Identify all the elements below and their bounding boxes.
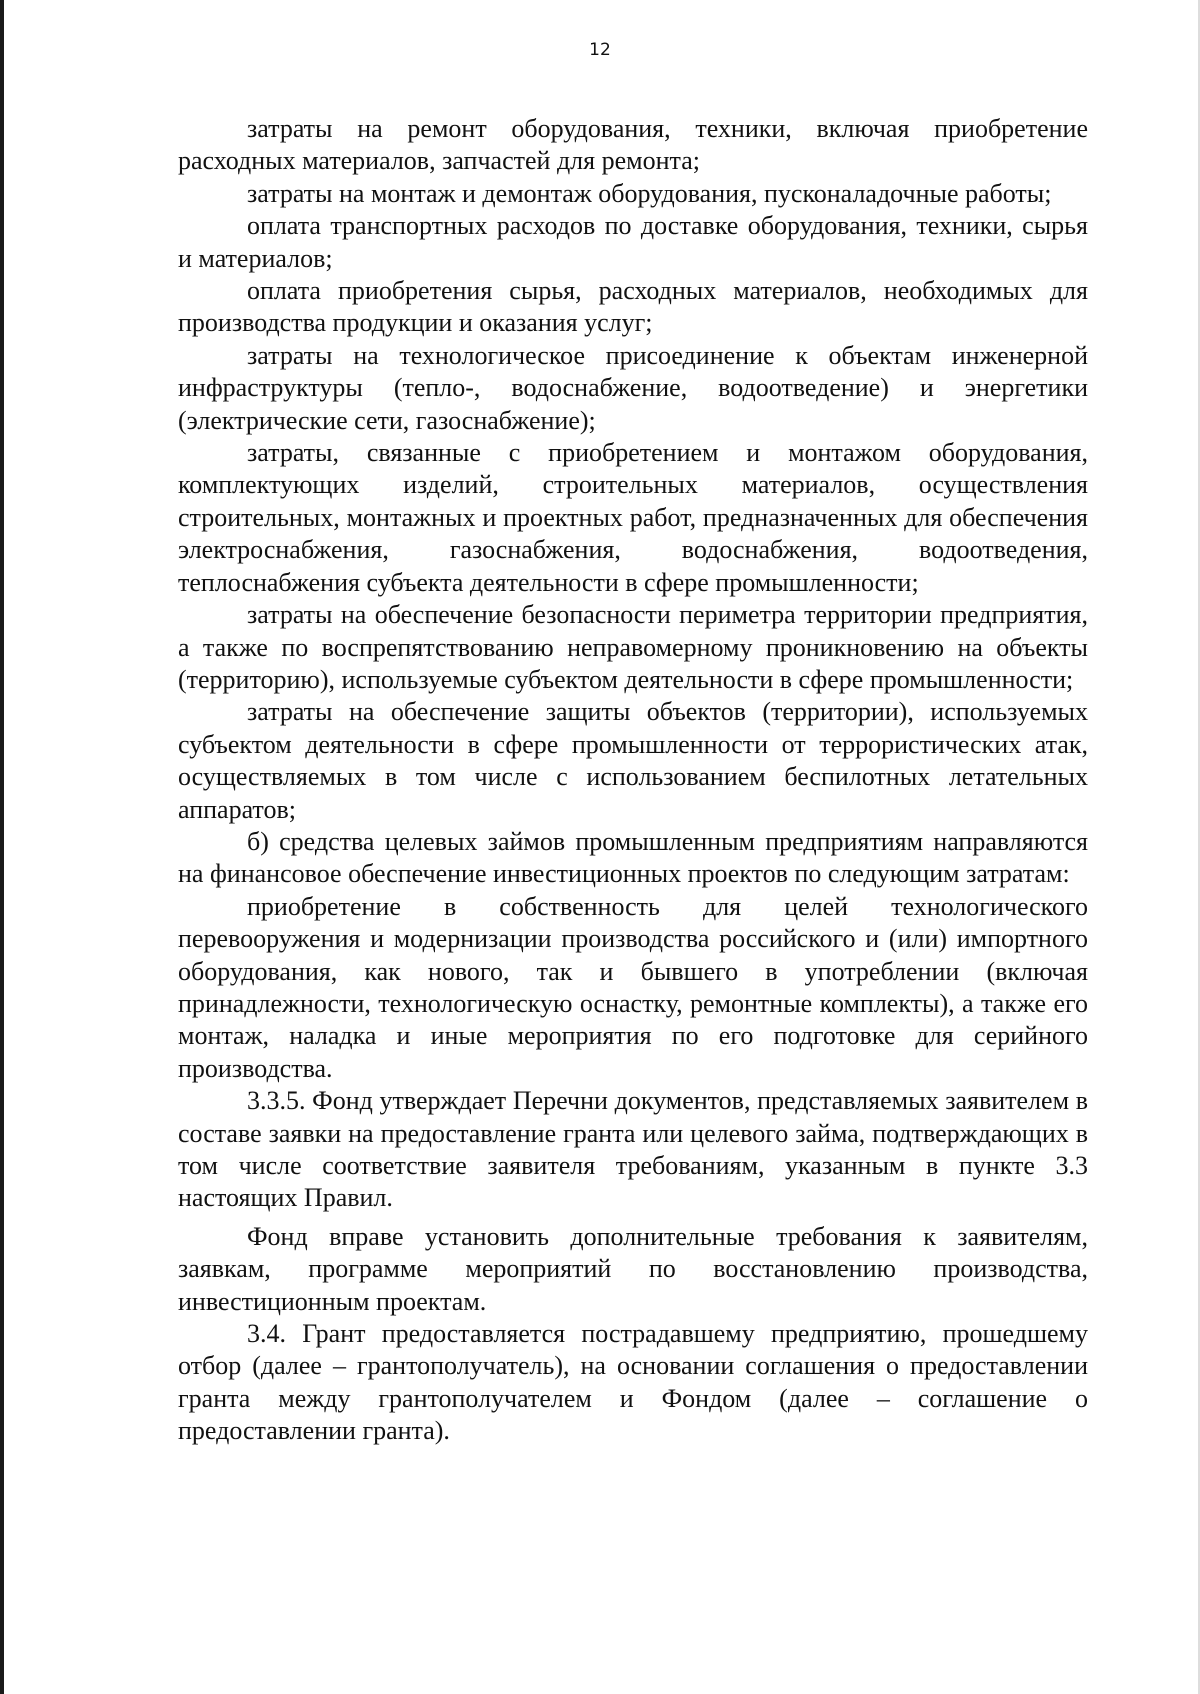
paragraph-raw-materials: оплата приобретения сырья, расходных материалов, необходимых для производства продукции и оказания услуг; [178,276,1088,338]
scan-edge-left [0,0,4,1694]
document-body [178,113,1088,1448]
paragraph-installation-costs: затраты на монтаж и демонтаж оборудования, пусконаладочные работы; [247,178,1052,208]
paragraph-transport-costs: оплата транспортных расходов по доставке оборудования, техники, сырья и материалов; [178,211,1088,273]
paragraph-utility-equipment: затраты, связанные с приобретением и монтажом оборудования, комплектующих изделий, строительных материалов, осуществления строительных, монтажных и проектных работ, предназначенных для обеспечения электроснабжения, газоснабжения, водоснабжения, водоотведения, теплоснабжения субъекта деятельности в сфере промышленности; [178,438,1088,597]
paragraph-infrastructure-connection: затраты на технологическое присоединение к объектам инженерной инфраструктуры (тепло-, водоснабжение, водоотведение) и энергетики (электрические сети, газоснабжение); [178,340,1088,435]
paragraph-section-3-4: 3.4. Грант предоставляется пострадавшему предприятию, прошедшему отбор (далее – грантополучатель), на основании соглашения о предоставлении гранта между грантополучателем и Фондом (далее – соглашение о предоставлении гранта). [178,1319,1088,1446]
paragraph-equipment-acquisition: приобретение в собственность для целей технологического перевооружения и модернизации производства российского и (или) импортного оборудования, как нового, так и бывшего в употреблении (включая принадлежности, технологическую оснастку, ремонтные комплекты), а также его монтаж, наладка и иные мероприятия по его подготовке для серийного производства. [178,891,1088,1083]
paragraph-repair-costs: затраты на ремонт оборудования, техники, включая приобретение расходных материалов, запчастей для ремонта; [178,114,1088,176]
paragraph-perimeter-security: затраты на обеспечение безопасности периметра территории предприятия, а также по воспрепятствованию неправомерному проникновению на объекты (территорию), используемые субъектом деятельности в сфере промышленности; [178,600,1088,694]
paragraph-target-loans: б) средства целевых займов промышленным предприятиям направляются на финансовое обеспечение инвестиционных проектов по следующим затратам: [178,826,1088,889]
paragraph-terror-protection: затраты на обеспечение защиты объектов (территории), используемых субъектом деятельности в сфере промышленности от террористических атак, осуществляемых в том числе с использованием беспилотных летательных аппаратов; [178,697,1088,824]
paragraph-fund-requirements: Фонд вправе установить дополнительные требования к заявителям, заявкам, программе мероприятий по восстановлению производства, инвестиционным проектам. [178,1221,1088,1316]
paragraph-section-3-3-5: 3.3.5. Фонд утверждает Перечни документов, представляемых заявителем в составе заявки на предоставление гранта или целевого займа, подтверждающих в том числе соответствие заявителя требованиям, указанным в пункте 3.3 настоящих Правил. [178,1086,1088,1213]
page-number: 12 [589,40,611,60]
